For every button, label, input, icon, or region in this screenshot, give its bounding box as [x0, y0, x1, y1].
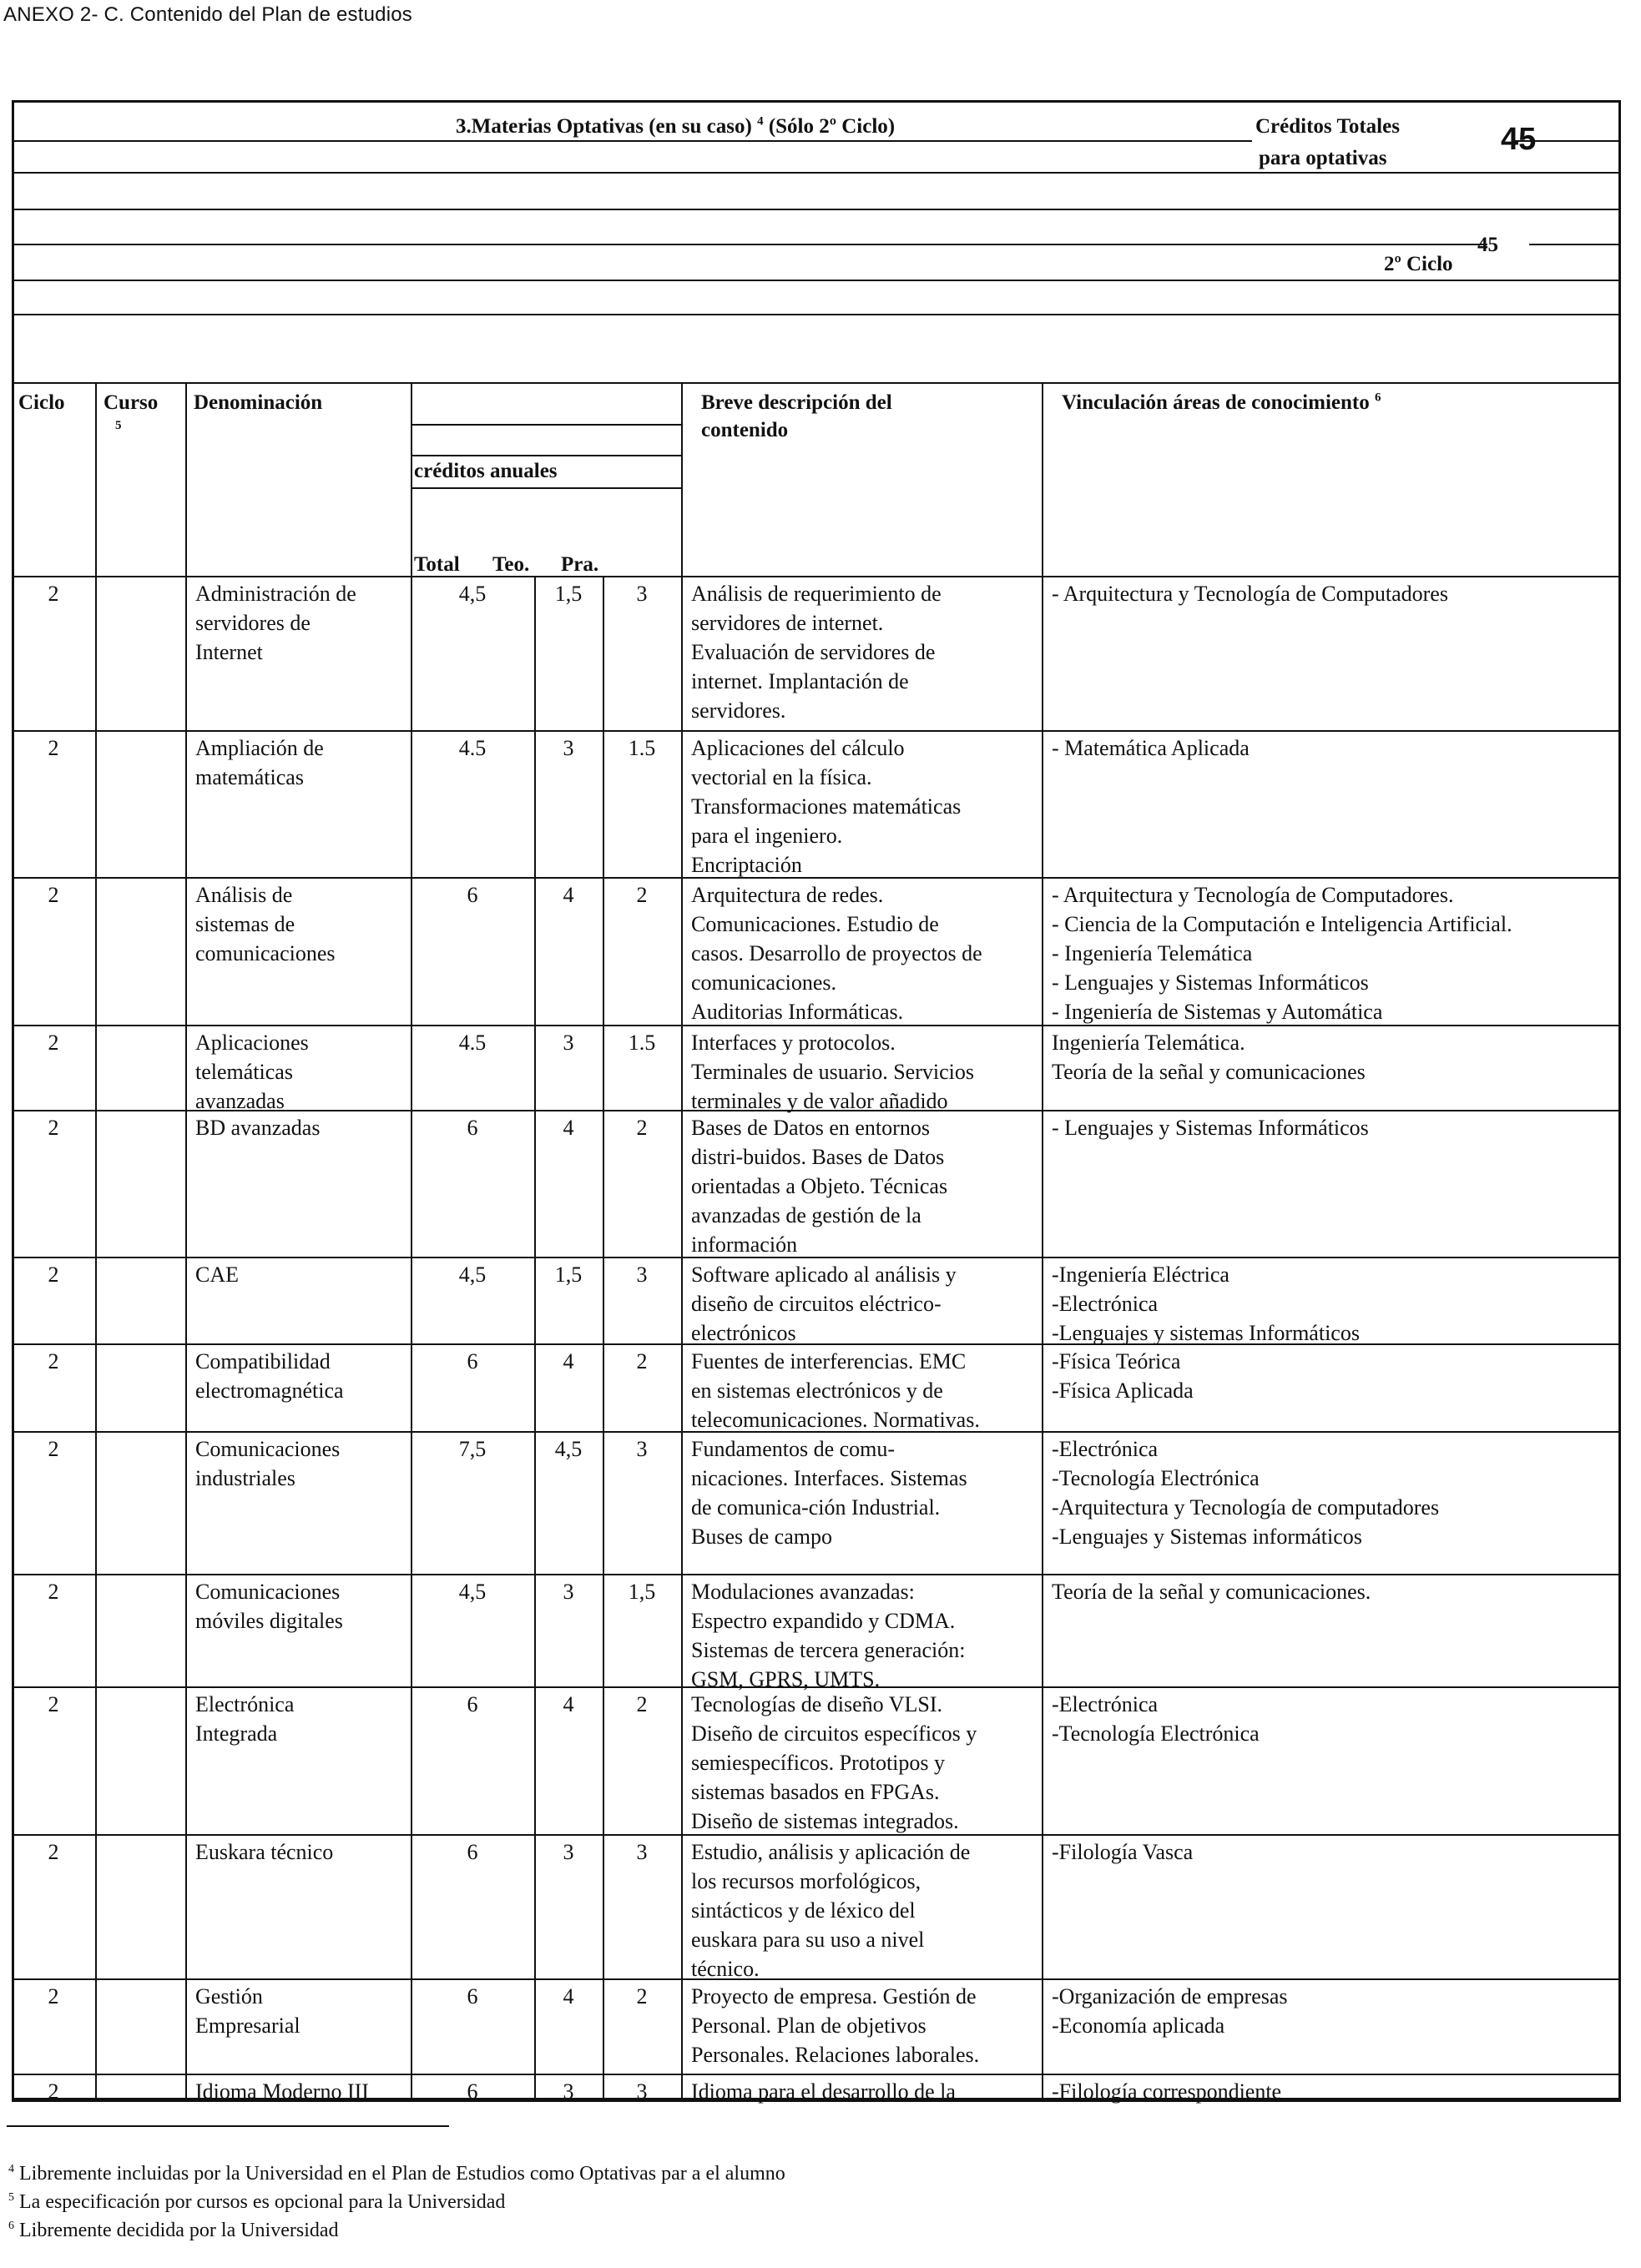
cell-pra: 2: [636, 883, 648, 907]
header-descripcion-1: Breve descripción del: [701, 391, 892, 414]
cell-teo: 3: [563, 1031, 574, 1055]
cell-areas: -Física Teórica -Física Aplicada: [1052, 1349, 1194, 1403]
cell-areas: Ingeniería Telemática. Teoría de la señal y comunicaciones: [1052, 1031, 1366, 1084]
cell-teo: 4: [563, 1984, 574, 2008]
document-header: ANEXO 2- C. Contenido del Plan de estudios: [3, 3, 413, 26]
column-divider: [185, 382, 187, 2100]
cell-descripcion: Fuentes de interferencias. EMC en sistemas electrónicos y de telecomunicaciones. Normativas.: [691, 1349, 980, 1432]
cell-total: 4,5: [458, 1580, 487, 1604]
cell-descripcion: Modulaciones avanzadas: Espectro expandido y CDMA. Sistemas de tercera generación: GSM, GPRS, UMTS.: [691, 1580, 966, 1691]
cell-areas: Teoría de la señal y comunicaciones.: [1052, 1580, 1371, 1604]
cell-ciclo: 2: [48, 1031, 59, 1055]
total-credits-label-2: para optativas: [1259, 147, 1387, 169]
cell-areas: -Organización de empresas -Economía aplicada: [1052, 1984, 1288, 2038]
cell-descripcion: Software aplicado al análisis y diseño de circuitos eléctrico- electrónicos: [691, 1263, 957, 1345]
column-divider: [534, 576, 536, 2100]
cell-pra: 2: [636, 1984, 648, 2008]
cell-teo: 3: [563, 1580, 574, 1604]
row-divider: [12, 2074, 1621, 2075]
column-divider: [95, 382, 97, 2100]
cell-pra: 1,5: [628, 1580, 656, 1604]
cell-denominacion: Comunicaciones móviles digitales: [195, 1580, 343, 1633]
cell-teo: 3: [563, 1840, 574, 1864]
header-vinculacion-text: Vinculación áreas de conocimiento: [1062, 391, 1370, 414]
cell-pra: 1.5: [628, 736, 656, 760]
header-denominacion: Denominación: [194, 391, 323, 414]
footnote-ref: 4: [757, 114, 764, 129]
cell-ciclo: 2: [48, 1349, 59, 1373]
footnote: [8, 2220, 339, 2242]
cell-areas: - Lenguajes y Sistemas Informáticos: [1052, 1116, 1369, 1140]
footnote-ref: 6: [1374, 391, 1381, 405]
cell-pra: 3: [636, 1263, 648, 1287]
footnote-rule: [7, 2125, 449, 2127]
cell-pra: 1.5: [628, 1031, 656, 1055]
cell-denominacion: BD avanzadas: [195, 1116, 321, 1140]
cell-ciclo: 2: [48, 1116, 59, 1140]
cell-descripcion: Aplicaciones del cálculo vectorial en la física. Transformaciones matemáticas para el ingeniero. Encriptación: [691, 736, 962, 877]
cell-areas: - Arquitectura y Tecnología de Computadores: [1052, 582, 1448, 606]
cell-total: 4.5: [458, 1031, 487, 1055]
cell-descripcion: Fundamentos de comu- nicaciones. Interfaces. Sistemas de comunica-ción Industrial. Buses de campo: [691, 1437, 967, 1549]
cell-teo: 1,5: [554, 1263, 583, 1287]
row-divider: [12, 576, 1621, 577]
cell-pra: 3: [636, 2079, 648, 2104]
column-divider: [1042, 382, 1043, 2100]
cell-ciclo: 2: [48, 2079, 59, 2104]
cell-teo: 4,5: [554, 1437, 583, 1461]
cell-teo: 1,5: [554, 582, 583, 606]
cell-denominacion: CAE: [195, 1263, 239, 1287]
total-credits-label: Créditos Totales: [1255, 115, 1400, 138]
cycle-label: 2º Ciclo: [1384, 253, 1453, 275]
cell-ciclo: 2: [48, 883, 59, 907]
cell-total: 4.5: [458, 736, 487, 760]
cell-teo: 4: [563, 1349, 574, 1373]
cell-total: 6: [467, 1349, 478, 1373]
cell-descripcion: Estudio, análisis y aplicación de los recursos morfológicos, sintácticos y de léxico del euskara para su uso a nivel técnico.: [691, 1840, 971, 1981]
cell-descripcion: Interfaces y protocolos. Terminales de usuario. Servicios terminales y de valor añadido: [691, 1031, 974, 1113]
cell-areas: -Electrónica -Tecnología Electrónica -Arquitectura y Tecnología de computadores -Lenguajes y Sistemas informáticos: [1052, 1437, 1440, 1549]
cell-teo: 3: [563, 736, 574, 760]
cell-pra: 2: [636, 1349, 648, 1373]
cell-teo: 4: [563, 883, 574, 907]
cell-total: 6: [467, 1692, 478, 1716]
cell-areas: -Filología Vasca: [1052, 1840, 1194, 1864]
cell-ciclo: 2: [48, 736, 59, 760]
cell-descripcion: Idioma para el desarrollo de la: [691, 2079, 956, 2104]
cell-ciclo: 2: [48, 582, 59, 606]
cycle-credits-value: 45: [1477, 234, 1498, 256]
cell-descripcion: Arquitectura de redes. Comunicaciones. Estudio de casos. Desarrollo de proyectos de comunicaciones. Auditorias Informáticas.: [691, 883, 982, 1024]
cell-ciclo: 2: [48, 1263, 59, 1287]
footnote: [8, 2163, 785, 2185]
cell-denominacion: Análisis de sistemas de comunicaciones: [195, 883, 336, 965]
cell-descripcion: Tecnologías de diseño VLSI. Diseño de circuitos específicos y semiespecíficos. Prototipos y sistemas basados en FPGAs. Diseño de sistemas integrados.: [691, 1692, 977, 1833]
column-divider: [603, 576, 604, 2100]
header-teo: Teo.: [492, 553, 530, 576]
cell-pra: 2: [636, 1692, 648, 1716]
cell-areas: - Matemática Aplicada: [1052, 736, 1250, 760]
cell-total: 4,5: [458, 1263, 487, 1287]
cell-total: 7,5: [458, 1437, 487, 1461]
section-title-text: 3.Materias Optativas (en su caso): [456, 115, 752, 138]
header-creditos-anuales: créditos anuales: [414, 460, 558, 482]
cell-pra: 3: [636, 1840, 648, 1864]
cell-pra: 2: [636, 1116, 648, 1140]
cell-ciclo: 2: [48, 1692, 59, 1716]
row-divider: [12, 1574, 1621, 1575]
footnote-ref: 5: [115, 418, 122, 432]
total-credits-value: 45: [1501, 122, 1537, 157]
footnote-num: 4: [8, 2163, 14, 2175]
header-curso-text: Curso: [104, 391, 159, 414]
cell-denominacion: Administración de servidores de Internet: [195, 582, 356, 664]
cell-descripcion: Bases de Datos en entornos distri-buidos. Bases de Datos orientadas a Objeto. Técnicas avanzadas de gestión de la información: [691, 1116, 948, 1257]
header-pra: Pra.: [561, 553, 599, 576]
footnote-text: Libremente incluidas por la Universidad en el Plan de Estudios como Optativas par a el alumno: [19, 2163, 785, 2185]
footnote-num: 6: [8, 2220, 14, 2232]
cell-pra: 3: [636, 582, 648, 606]
header-total: Total: [414, 553, 460, 576]
footnote-text: Libremente decidida por la Universidad: [19, 2220, 339, 2241]
cell-total: 6: [467, 1840, 478, 1864]
cell-denominacion: Gestión Empresarial: [195, 1984, 300, 2038]
cell-denominacion: Electrónica Integrada: [195, 1692, 295, 1746]
cell-denominacion: Ampliación de matemáticas: [195, 736, 324, 789]
cell-denominacion: Idioma Moderno III: [195, 2079, 369, 2104]
cell-pra: 3: [636, 1437, 648, 1461]
cell-teo: 4: [563, 1116, 574, 1140]
footnote: [8, 2191, 505, 2214]
cell-total: 6: [467, 2079, 478, 2104]
cell-teo: 3: [563, 2079, 574, 2104]
cell-denominacion: Euskara técnico: [195, 1840, 334, 1864]
cell-total: 6: [467, 1984, 478, 2008]
cell-denominacion: Aplicaciones telemáticas avanzadas: [195, 1031, 309, 1113]
footnote-num: 5: [8, 2191, 14, 2204]
cell-areas: - Arquitectura y Tecnología de Computadores. - Ciencia de la Computación e Inteligencia Artificial. - Ingeniería Telemática - Lenguajes y Sistemas Informáticos - Ingeniería de Sistemas y Automática: [1052, 883, 1512, 1024]
cell-ciclo: 2: [48, 1840, 59, 1864]
cell-areas: -Filología correspondiente: [1052, 2079, 1282, 2104]
cell-descripcion: Proyecto de empresa. Gestión de Personal. Plan de objetivos Personales. Relaciones laborales.: [691, 1984, 980, 2067]
cell-ciclo: 2: [48, 1984, 59, 2008]
cell-denominacion: Compatibilidad electromagnética: [195, 1349, 344, 1403]
cell-total: 6: [467, 883, 478, 907]
header-ciclo: Ciclo: [18, 391, 65, 414]
row-divider: [12, 730, 1621, 732]
cell-descripcion: Análisis de requerimiento de servidores de internet. Evaluación de servidores de internet. Implantación de servidores.: [691, 582, 942, 723]
cell-areas: -Electrónica -Tecnología Electrónica: [1052, 1692, 1260, 1746]
cell-total: 4,5: [458, 582, 487, 606]
section-title-suffix: (Sólo 2º Ciclo): [768, 115, 896, 138]
cell-teo: 4: [563, 1692, 574, 1716]
cell-ciclo: 2: [48, 1580, 59, 1604]
cell-total: 6: [467, 1116, 478, 1140]
cell-ciclo: 2: [48, 1437, 59, 1461]
column-divider: [681, 382, 683, 2100]
header-descripcion-2: contenido: [701, 419, 789, 441]
cell-areas: -Ingeniería Eléctrica -Electrónica -Lenguajes y sistemas Informáticos: [1052, 1263, 1360, 1345]
cell-denominacion: Comunicaciones industriales: [195, 1437, 341, 1490]
footnote-text: La especificación por cursos es opcional para la Universidad: [19, 2191, 506, 2213]
